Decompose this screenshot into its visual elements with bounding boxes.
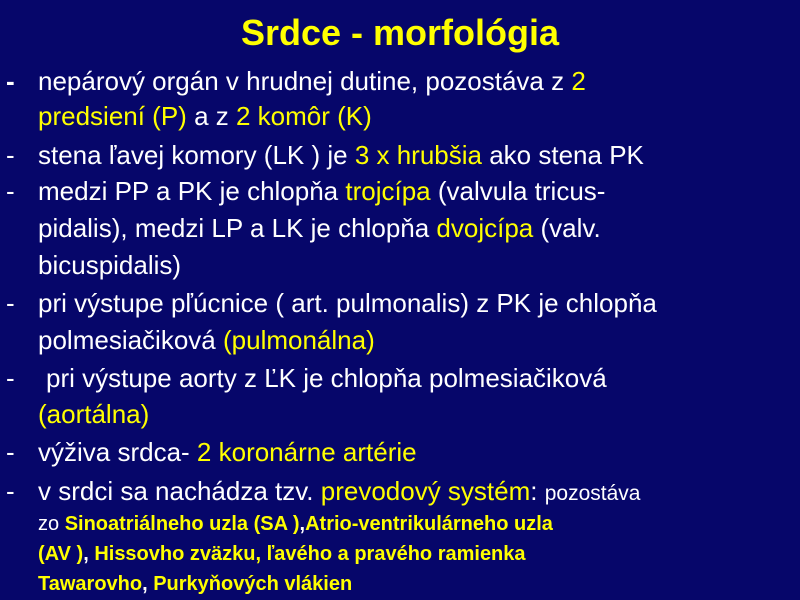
highlight: trojcípa xyxy=(345,176,431,206)
text: (valvula tricus- xyxy=(430,176,606,206)
text: , xyxy=(83,543,95,565)
bullet-dash: - xyxy=(6,288,15,318)
bullet-3-line-3 xyxy=(38,250,181,280)
bullet-5-line-2 xyxy=(38,399,149,429)
bullet-7-line-4 xyxy=(38,570,352,598)
highlight: (aortálna) xyxy=(38,399,150,429)
highlight: Atrio-ventrikulárneho uzla xyxy=(305,513,553,535)
bullet-dash: - xyxy=(6,176,15,206)
bullet-dash: - xyxy=(6,66,15,96)
bullet-dash: - xyxy=(6,476,15,506)
highlight: predsiení (P) xyxy=(38,101,187,131)
highlight: (AV ) xyxy=(38,543,84,565)
highlight: 3 x hrubšia xyxy=(354,140,482,170)
slide-title: Srdce - morfológia xyxy=(240,12,560,53)
text: v srdci sa nachádza tzv. xyxy=(38,476,321,506)
highlight: 2 xyxy=(571,66,586,96)
text: nepárový orgán v hrudnej dutine, pozostáva z xyxy=(38,66,572,96)
text: polmesiačiková xyxy=(38,325,223,355)
highlight: Purkyňových vlákien xyxy=(153,573,353,595)
text: medzi PP a PK je chlopňa xyxy=(38,176,346,206)
text: bicuspidalis) xyxy=(38,250,182,280)
bullet-7-line-3 xyxy=(38,540,526,568)
text: výživa srdca- xyxy=(38,437,197,467)
highlight: prevodový systém xyxy=(320,476,531,506)
text: (valv. xyxy=(533,213,601,243)
highlight: Sinoatriálneho uzla (SA ) xyxy=(64,513,300,535)
text: , xyxy=(142,573,154,595)
highlight: Hissovho zväzku, ľavého a pravého ramienka xyxy=(94,543,526,565)
text: , xyxy=(299,513,306,535)
bullet-dash: - xyxy=(6,437,15,467)
bullet-7-line-2 xyxy=(38,510,553,538)
text: pri výstupe pľúcnice ( art. pulmonalis) z PK je chlopňa xyxy=(38,288,657,318)
text: pozostáva xyxy=(544,482,641,505)
bullet-4-line-2 xyxy=(38,325,375,355)
text: pri výstupe aorty z ĽK je chlopňa polmesiačiková xyxy=(46,363,607,393)
highlight: dvojcípa xyxy=(436,213,534,243)
text: a z xyxy=(186,101,236,131)
bullet-dash: - xyxy=(6,140,15,170)
highlight: (pulmonálna) xyxy=(222,325,375,355)
bullet-3-line-2 xyxy=(38,213,601,243)
highlight: Tawarovho xyxy=(38,573,143,595)
text: ako stena PK xyxy=(482,140,644,170)
bullet-dash: - xyxy=(6,363,15,393)
highlight: 2 komôr (K) xyxy=(235,101,372,131)
text: pidalis), medzi LP a LK je chlopňa xyxy=(38,213,437,243)
bullet-1-line-2 xyxy=(38,101,372,131)
text: zo xyxy=(38,513,65,535)
highlight: 2 koronárne artérie xyxy=(196,437,417,467)
text: : xyxy=(530,476,545,506)
text: stena ľavej komory (LK ) je xyxy=(38,140,355,170)
